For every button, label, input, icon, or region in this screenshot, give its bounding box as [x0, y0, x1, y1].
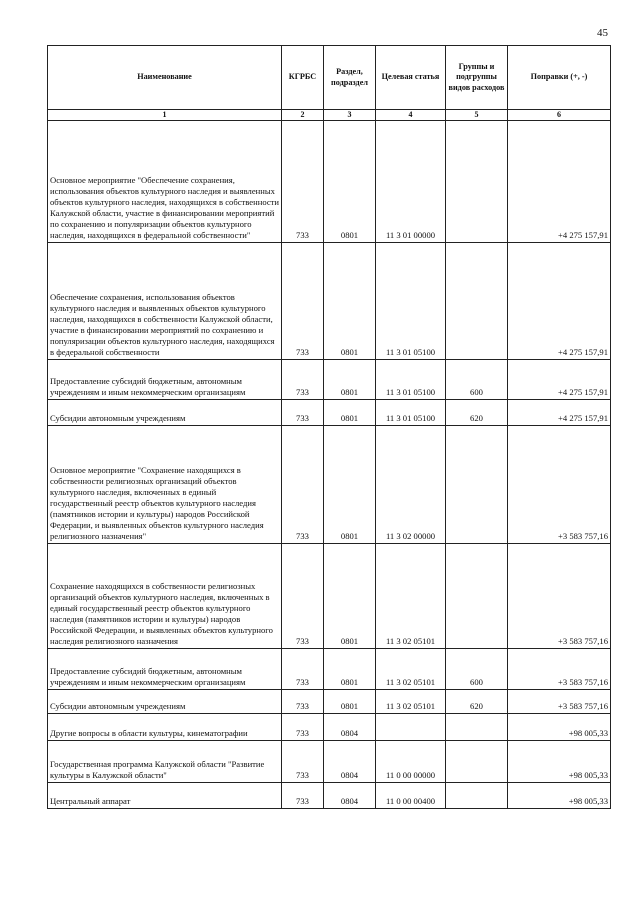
- header-kgrbs: КГРБС: [282, 46, 324, 110]
- table-row: [48, 243, 611, 360]
- table-row: [48, 783, 611, 809]
- row-target: 11 3 02 05101: [376, 690, 446, 714]
- row-target: 11 3 02 05101: [376, 649, 446, 690]
- table-row: [48, 360, 611, 400]
- table-row: [48, 400, 611, 426]
- row-kgrbs: 733: [282, 783, 324, 809]
- row-amount: +3 583 757,16: [508, 649, 611, 690]
- row-amount: +3 583 757,16: [508, 426, 611, 544]
- row-amount: +4 275 157,91: [508, 243, 611, 360]
- header-section: Раздел, подраздел: [324, 46, 376, 110]
- row-group: [446, 426, 508, 544]
- table-row: [48, 544, 611, 649]
- row-section: 0801: [324, 400, 376, 426]
- row-name: Другие вопросы в области культуры, кинематографии: [48, 714, 282, 741]
- row-amount: +3 583 757,16: [508, 544, 611, 649]
- row-group: 620: [446, 400, 508, 426]
- row-target: 11 3 01 00000: [376, 121, 446, 243]
- row-target: 11 3 01 05100: [376, 243, 446, 360]
- row-section: 0801: [324, 426, 376, 544]
- row-target: 11 0 00 00400: [376, 783, 446, 809]
- row-group: [446, 741, 508, 783]
- row-section: 0801: [324, 360, 376, 400]
- row-kgrbs: 733: [282, 400, 324, 426]
- table-row: [48, 426, 611, 544]
- column-number: 6: [508, 110, 611, 121]
- row-target: [376, 714, 446, 741]
- row-amount: +98 005,33: [508, 783, 611, 809]
- row-amount: +4 275 157,91: [508, 121, 611, 243]
- row-amount: +98 005,33: [508, 741, 611, 783]
- column-number: 4: [376, 110, 446, 121]
- table-row: [48, 649, 611, 690]
- row-name: Субсидии автономным учреждениям: [48, 400, 282, 426]
- row-name: Предоставление субсидий бюджетным, автономным учреждениям и иным некоммерческим организациям: [48, 649, 282, 690]
- row-amount: +4 275 157,91: [508, 400, 611, 426]
- row-section: 0804: [324, 741, 376, 783]
- row-target: 11 0 00 00000: [376, 741, 446, 783]
- row-name: Основное мероприятие "Обеспечение сохранения, использования объектов культурного наследия и выявленных объектов культурного наследия, находящихся в собственности Калужской области, участие в финансировании мероприятий по сохранению и популяризации объектов культурного наследия, находящихся в федеральной собственности": [48, 121, 282, 243]
- table-row: [48, 741, 611, 783]
- row-name: Предоставление субсидий бюджетным, автономным учреждениям и иным некоммерческим организациям: [48, 360, 282, 400]
- column-number: 5: [446, 110, 508, 121]
- row-section: 0801: [324, 243, 376, 360]
- row-name: Государственная программа Калужской области "Развитие культуры в Калужской области": [48, 741, 282, 783]
- row-group: 620: [446, 690, 508, 714]
- header-group: Группы и подгруппы видов расходов: [446, 46, 508, 110]
- row-group: 600: [446, 649, 508, 690]
- row-group: 600: [446, 360, 508, 400]
- column-number-row: [48, 110, 611, 121]
- page-number: 45: [597, 27, 608, 39]
- row-section: 0801: [324, 690, 376, 714]
- table-row: [48, 121, 611, 243]
- row-amount: +98 005,33: [508, 714, 611, 741]
- header-row: [48, 46, 611, 110]
- row-kgrbs: 733: [282, 544, 324, 649]
- row-group: [446, 783, 508, 809]
- column-number: 3: [324, 110, 376, 121]
- row-name: Центральный аппарат: [48, 783, 282, 809]
- table-row: [48, 690, 611, 714]
- header-amount: Поправки (+, -): [508, 46, 611, 110]
- row-group: [446, 714, 508, 741]
- row-amount: +3 583 757,16: [508, 690, 611, 714]
- row-amount: +4 275 157,91: [508, 360, 611, 400]
- row-kgrbs: 733: [282, 121, 324, 243]
- row-kgrbs: 733: [282, 741, 324, 783]
- budget-table: [47, 45, 611, 809]
- header-name: Наименование: [48, 46, 282, 110]
- row-kgrbs: 733: [282, 714, 324, 741]
- row-kgrbs: 733: [282, 243, 324, 360]
- table-row: [48, 714, 611, 741]
- row-section: 0801: [324, 649, 376, 690]
- row-kgrbs: 733: [282, 690, 324, 714]
- row-target: 11 3 01 05100: [376, 400, 446, 426]
- row-section: 0804: [324, 783, 376, 809]
- row-section: 0804: [324, 714, 376, 741]
- column-number: 1: [48, 110, 282, 121]
- header-target: Целевая статья: [376, 46, 446, 110]
- row-kgrbs: 733: [282, 426, 324, 544]
- row-group: [446, 121, 508, 243]
- row-kgrbs: 733: [282, 360, 324, 400]
- column-number: 2: [282, 110, 324, 121]
- row-target: 11 3 02 05101: [376, 544, 446, 649]
- row-target: 11 3 01 05100: [376, 360, 446, 400]
- row-section: 0801: [324, 121, 376, 243]
- row-section: 0801: [324, 544, 376, 649]
- row-name: Субсидии автономным учреждениям: [48, 690, 282, 714]
- row-kgrbs: 733: [282, 649, 324, 690]
- row-group: [446, 544, 508, 649]
- row-name: Сохранение находящихся в собственности религиозных организаций объектов культурного наследия, включенных в единый государственный реестр объектов культурного наследия (памятников истории и культуры) народов Российской Федерации, и выявленных объектов культурного наследия религиозного назначения: [48, 544, 282, 649]
- row-name: Обеспечение сохранения, использования объектов культурного наследия и выявленных объектов культурного наследия, находящихся в собственности Калужской области, участие в финансировании мероприятий по сохранению и популяризации объектов культурного наследия, находящихся в федеральной собственности: [48, 243, 282, 360]
- row-name: Основное мероприятие "Сохранение находящихся в собственности религиозных организаций объектов культурного наследия, включенных в единый государственный реестр объектов культурного наследия (памятников истории и культуры) народов Российской Федерации, и выявленных объектов культурного наследия религиозного назначения": [48, 426, 282, 544]
- row-target: 11 3 02 00000: [376, 426, 446, 544]
- row-group: [446, 243, 508, 360]
